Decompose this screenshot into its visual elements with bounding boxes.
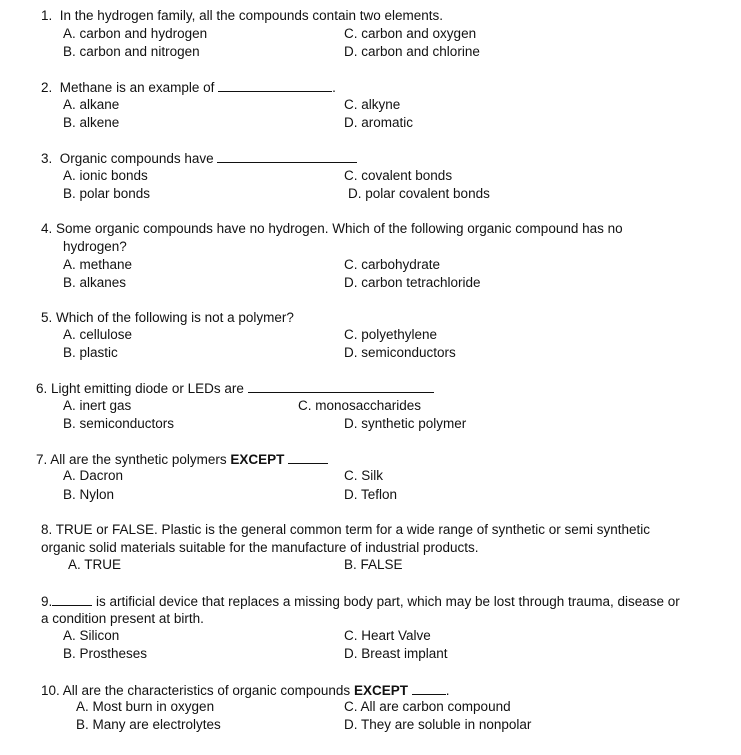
- answer-blank: [412, 682, 446, 695]
- option-b: B. polar bonds: [63, 186, 151, 201]
- option-a: A. Silicon: [63, 628, 120, 643]
- question-6-stem: [36, 380, 434, 397]
- question-text: All are the synthetic polymers: [50, 452, 227, 467]
- question-number: 1.: [41, 8, 53, 23]
- question-9-stem-continued: a condition present at birth.: [41, 611, 204, 626]
- option-a: A. alkane: [63, 97, 120, 112]
- emphasis-except: EXCEPT: [230, 452, 285, 467]
- option-d: D. Teflon: [344, 487, 398, 502]
- question-text: TRUE or FALSE. Plastic is the general common term for a wide range of synthetic or semi synthetic: [55, 522, 651, 537]
- option-a: A. ionic bonds: [63, 168, 148, 183]
- question-text: All are the characteristics of organic compounds: [62, 683, 351, 698]
- answer-blank: [52, 593, 92, 606]
- option-c: C. carbohydrate: [344, 257, 441, 272]
- question-4-stem-continued: hydrogen?: [63, 239, 127, 254]
- question-number: 8.: [41, 522, 53, 537]
- answer-blank: [288, 451, 328, 464]
- question-2-stem: 2. Methane is an example of .: [41, 80, 336, 95]
- question-1-stem: [41, 8, 443, 24]
- option-b: B. FALSE: [344, 557, 403, 572]
- option-a: A. carbon and hydrogen: [63, 26, 208, 41]
- question-10-stem: 10. All are the characteristics of organic compounds EXCEPT .: [41, 683, 450, 698]
- option-c: C. Heart Valve: [344, 628, 431, 643]
- option-b: B. plastic: [63, 345, 118, 360]
- option-a: A. methane: [63, 257, 133, 272]
- question-9-stem: [41, 593, 680, 610]
- option-c: C. monosaccharides: [298, 398, 422, 413]
- answer-blank: [248, 380, 434, 393]
- option-c: C. carbon and oxygen: [344, 26, 477, 41]
- question-7-stem: [36, 451, 328, 468]
- question-text: is artificial device that replaces a missing body part, which may be lost through trauma, disease or: [96, 594, 680, 609]
- option-c: C. alkyne: [344, 97, 401, 112]
- option-b: B. alkene: [63, 115, 120, 130]
- question-8-stem-continued: organic solid materials suitable for the manufacture of industrial products.: [41, 540, 479, 555]
- option-d: D. Breast implant: [344, 646, 448, 661]
- question-number: 2.: [41, 80, 53, 95]
- option-c: C. polyethylene: [344, 327, 438, 342]
- question-number: 7.: [36, 452, 48, 467]
- option-b: B. Prostheses: [63, 646, 148, 661]
- option-c: C. Silk: [344, 468, 384, 483]
- question-number: 5.: [41, 310, 53, 325]
- emphasis-except: EXCEPT: [353, 683, 408, 698]
- question-number: 4.: [41, 221, 53, 236]
- option-d: D. They are soluble in nonpolar: [344, 717, 532, 732]
- question-number: 9.: [41, 594, 53, 609]
- option-c: C. All are carbon compound: [344, 699, 511, 714]
- option-d: D. semiconductors: [344, 345, 456, 360]
- question-text: In the hydrogen family, all the compounds contain two elements.: [59, 8, 443, 23]
- option-c: C. covalent bonds: [344, 168, 453, 183]
- question-5-stem: [41, 310, 294, 326]
- question-number: 6.: [36, 381, 48, 396]
- option-d: D. synthetic polymer: [344, 416, 467, 431]
- option-d: D. carbon and chlorine: [344, 44, 480, 59]
- option-a: A. Most burn in oxygen: [76, 699, 215, 714]
- question-4-stem: [41, 221, 623, 237]
- question-text: Which of the following is not a polymer?: [56, 310, 294, 325]
- answer-blank: [218, 79, 332, 92]
- question-number: 3.: [41, 151, 53, 166]
- option-a: A. Dacron: [63, 468, 124, 483]
- option-b: B. Many are electrolytes: [76, 717, 221, 732]
- option-d: D. aromatic: [344, 115, 414, 130]
- option-a: A. inert gas: [63, 398, 132, 413]
- option-b: B. Nylon: [63, 487, 115, 502]
- option-d: D. polar covalent bonds: [348, 186, 490, 201]
- answer-blank: [217, 150, 357, 163]
- option-d: D. carbon tetrachloride: [344, 275, 481, 290]
- question-text: Some organic compounds have no hydrogen. Which of the following organic compound has no: [56, 221, 623, 236]
- option-b: B. carbon and nitrogen: [63, 44, 200, 59]
- question-text: Organic compounds have: [59, 151, 214, 166]
- option-a: A. cellulose: [63, 327, 133, 342]
- question-3-stem: [41, 150, 357, 167]
- option-a: A. TRUE: [68, 557, 122, 572]
- question-text: Methane is an example of: [59, 80, 215, 95]
- option-b: B. alkanes: [63, 275, 127, 290]
- question-8-stem: [41, 522, 650, 538]
- question-text: Light emitting diode or LEDs are: [51, 381, 244, 396]
- question-number: 10.: [41, 683, 60, 698]
- option-b: B. semiconductors: [63, 416, 175, 431]
